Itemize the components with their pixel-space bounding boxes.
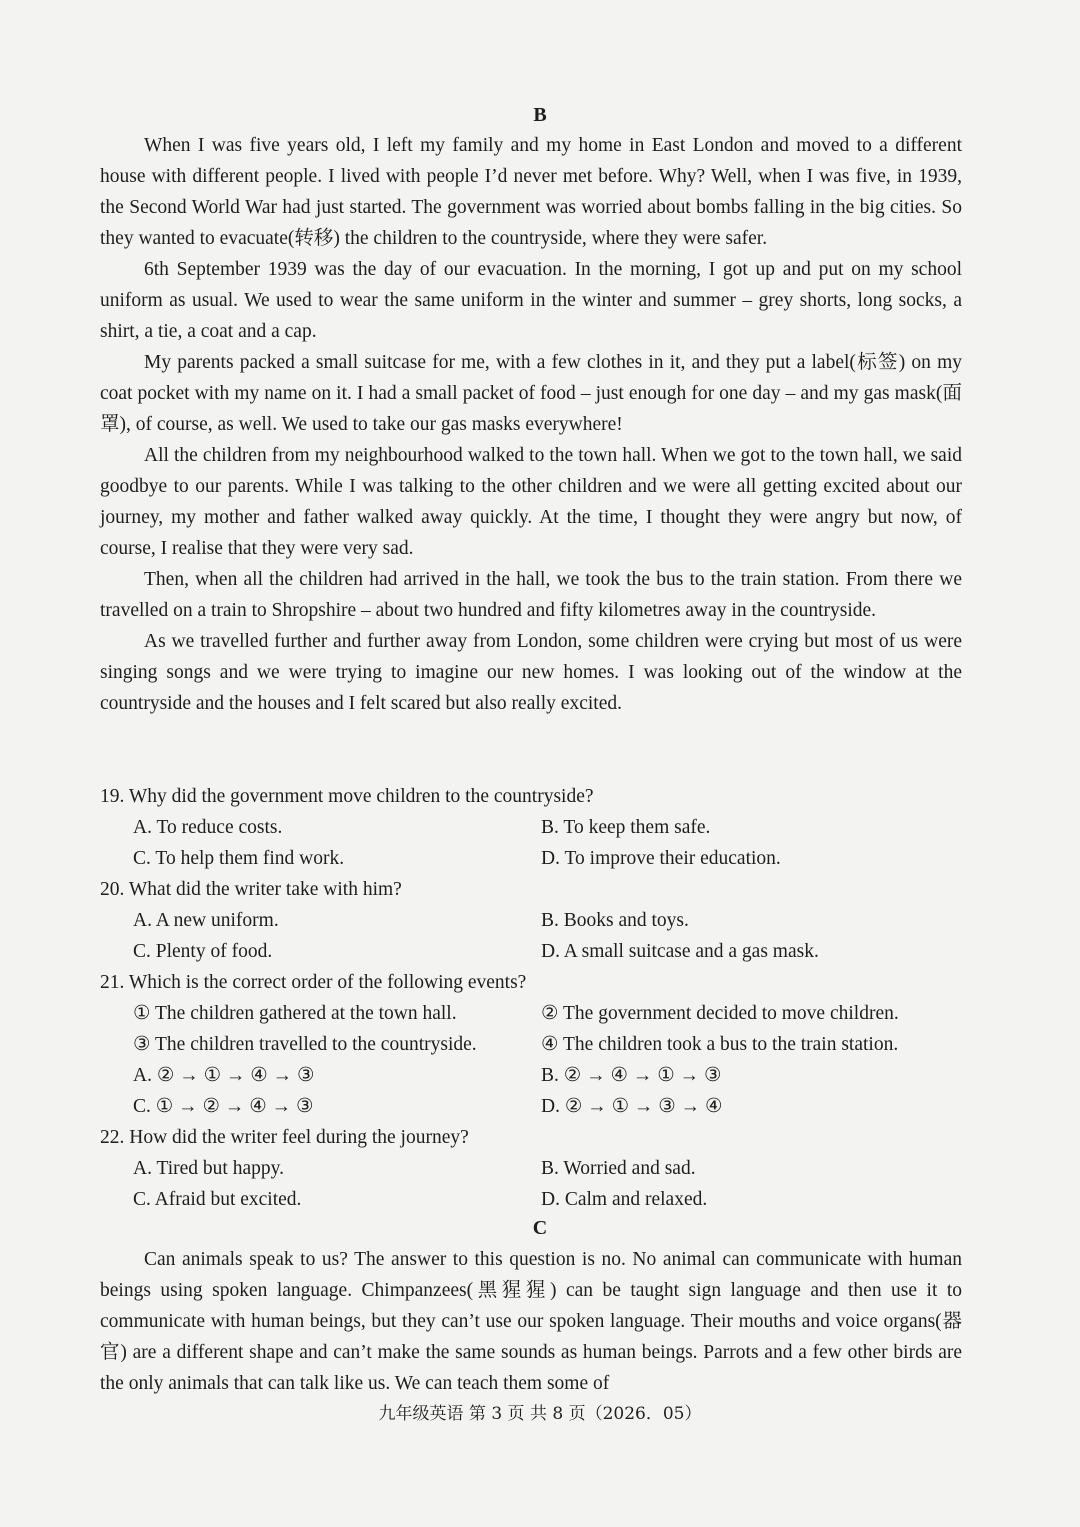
option-a: A. ② → ① → ④ → ③ xyxy=(133,1065,315,1086)
section-c-heading: C xyxy=(532,1217,548,1239)
question-19 xyxy=(100,781,980,874)
event-4: ④ The children took a bus to the train station. xyxy=(541,1034,899,1055)
question-20 xyxy=(100,874,980,967)
option-c: C. ① → ② → ④ → ③ xyxy=(133,1096,314,1117)
question-stem: 22. How did the writer feel during the journey? xyxy=(100,1127,469,1148)
option-a: A. Tired but happy. xyxy=(133,1158,284,1179)
question-22 xyxy=(100,1122,980,1215)
passage-b-paragraph: As we travelled further and further away from London, some children were crying but most of us were singing songs and we were trying to imagine our new homes. I was looking out of the window at the countryside and the houses and I felt scared but also really excited. xyxy=(100,631,962,714)
page-footer: 九年级英语 第 3 页 共 8 页（2026．05） xyxy=(378,1404,702,1424)
passage-b xyxy=(100,130,962,719)
passage-b-paragraph: Then, when all the children had arrived in the hall, we took the bus to the train station. From there we travelled on a train to Shropshire – about two hundred and fifty kilometres away in the countryside. xyxy=(100,569,962,621)
option-b: B. Books and toys. xyxy=(541,910,689,931)
question-21 xyxy=(100,967,980,1122)
section-b-heading: B xyxy=(533,104,547,126)
option-c: C. To help them find work. xyxy=(133,848,345,869)
option-d: D. A small suitcase and a gas mask. xyxy=(541,941,819,962)
passage-c-paragraph: Can animals speak to us? The answer to this question is no. No animal can communicate with human beings using spoken language. Chimpanzees(黑猩猩) can be taught sign language and then use it to communicate with human beings, but they can’t use our spoken language. Their mouths and voice organs(器官) are a different shape and can’t make the same sounds as human beings. Parrots and a few other birds are the only animals that can talk like us. We can teach them some of xyxy=(100,1249,962,1394)
passage-b-paragraph: 6th September 1939 was the day of our evacuation. In the morning, I got up and put on my school uniform as usual. We used to wear the same uniform in the winter and summer – grey shorts, long socks, a shirt, a tie, a coat and a cap. xyxy=(100,259,962,342)
option-b: B. ② → ④ → ① → ③ xyxy=(541,1065,722,1086)
option-a: A. A new uniform. xyxy=(133,910,279,931)
option-d: D. ② → ① → ③ → ④ xyxy=(541,1096,723,1117)
event-2: ② The government decided to move children. xyxy=(541,1003,899,1024)
option-a: A. To reduce costs. xyxy=(133,817,283,838)
passage-c xyxy=(100,1244,962,1399)
option-c: C. Afraid but excited. xyxy=(133,1189,302,1210)
option-d: D. To improve their education. xyxy=(541,848,781,869)
passage-b-paragraph: All the children from my neighbourhood walked to the town hall. When we got to the town hall, we said goodbye to our parents. While I was talking to the other children and we were all getting excited about our journey, my mother and father walked away quickly. At the time, I thought they were angry but now, of course, I realise that they were very sad. xyxy=(100,445,962,559)
question-stem: 19. Why did the government move children to the countryside? xyxy=(100,786,594,807)
question-stem: 21. Which is the correct order of the following events? xyxy=(100,972,527,993)
passage-b-paragraph: My parents packed a small suitcase for me, with a few clothes in it, and they put a label(标签) on my coat pocket with my name on it. I had a small packet of food – just enough for one day – and my gas mask(面罩), of course, as well. We used to take our gas masks everywhere! xyxy=(100,352,962,435)
option-b: B. To keep them safe. xyxy=(541,817,711,838)
passage-b-paragraph: When I was five years old, I left my family and my home in East London and moved to a different house with different people. I lived with people I’d never met before. Why? Well, when I was five, in 1939, the Second World War had just started. The government was worried about bombs falling in the big cities. So they wanted to evacuate(转移) the children to the countryside, where they were safer. xyxy=(100,135,962,249)
question-stem: 20. What did the writer take with him? xyxy=(100,879,402,900)
option-d: D. Calm and relaxed. xyxy=(541,1189,708,1210)
event-3: ③ The children travelled to the countryside. xyxy=(133,1034,477,1055)
option-c: C. Plenty of food. xyxy=(133,941,273,962)
event-1: ① The children gathered at the town hall. xyxy=(133,1003,457,1024)
option-b: B. Worried and sad. xyxy=(541,1158,696,1179)
